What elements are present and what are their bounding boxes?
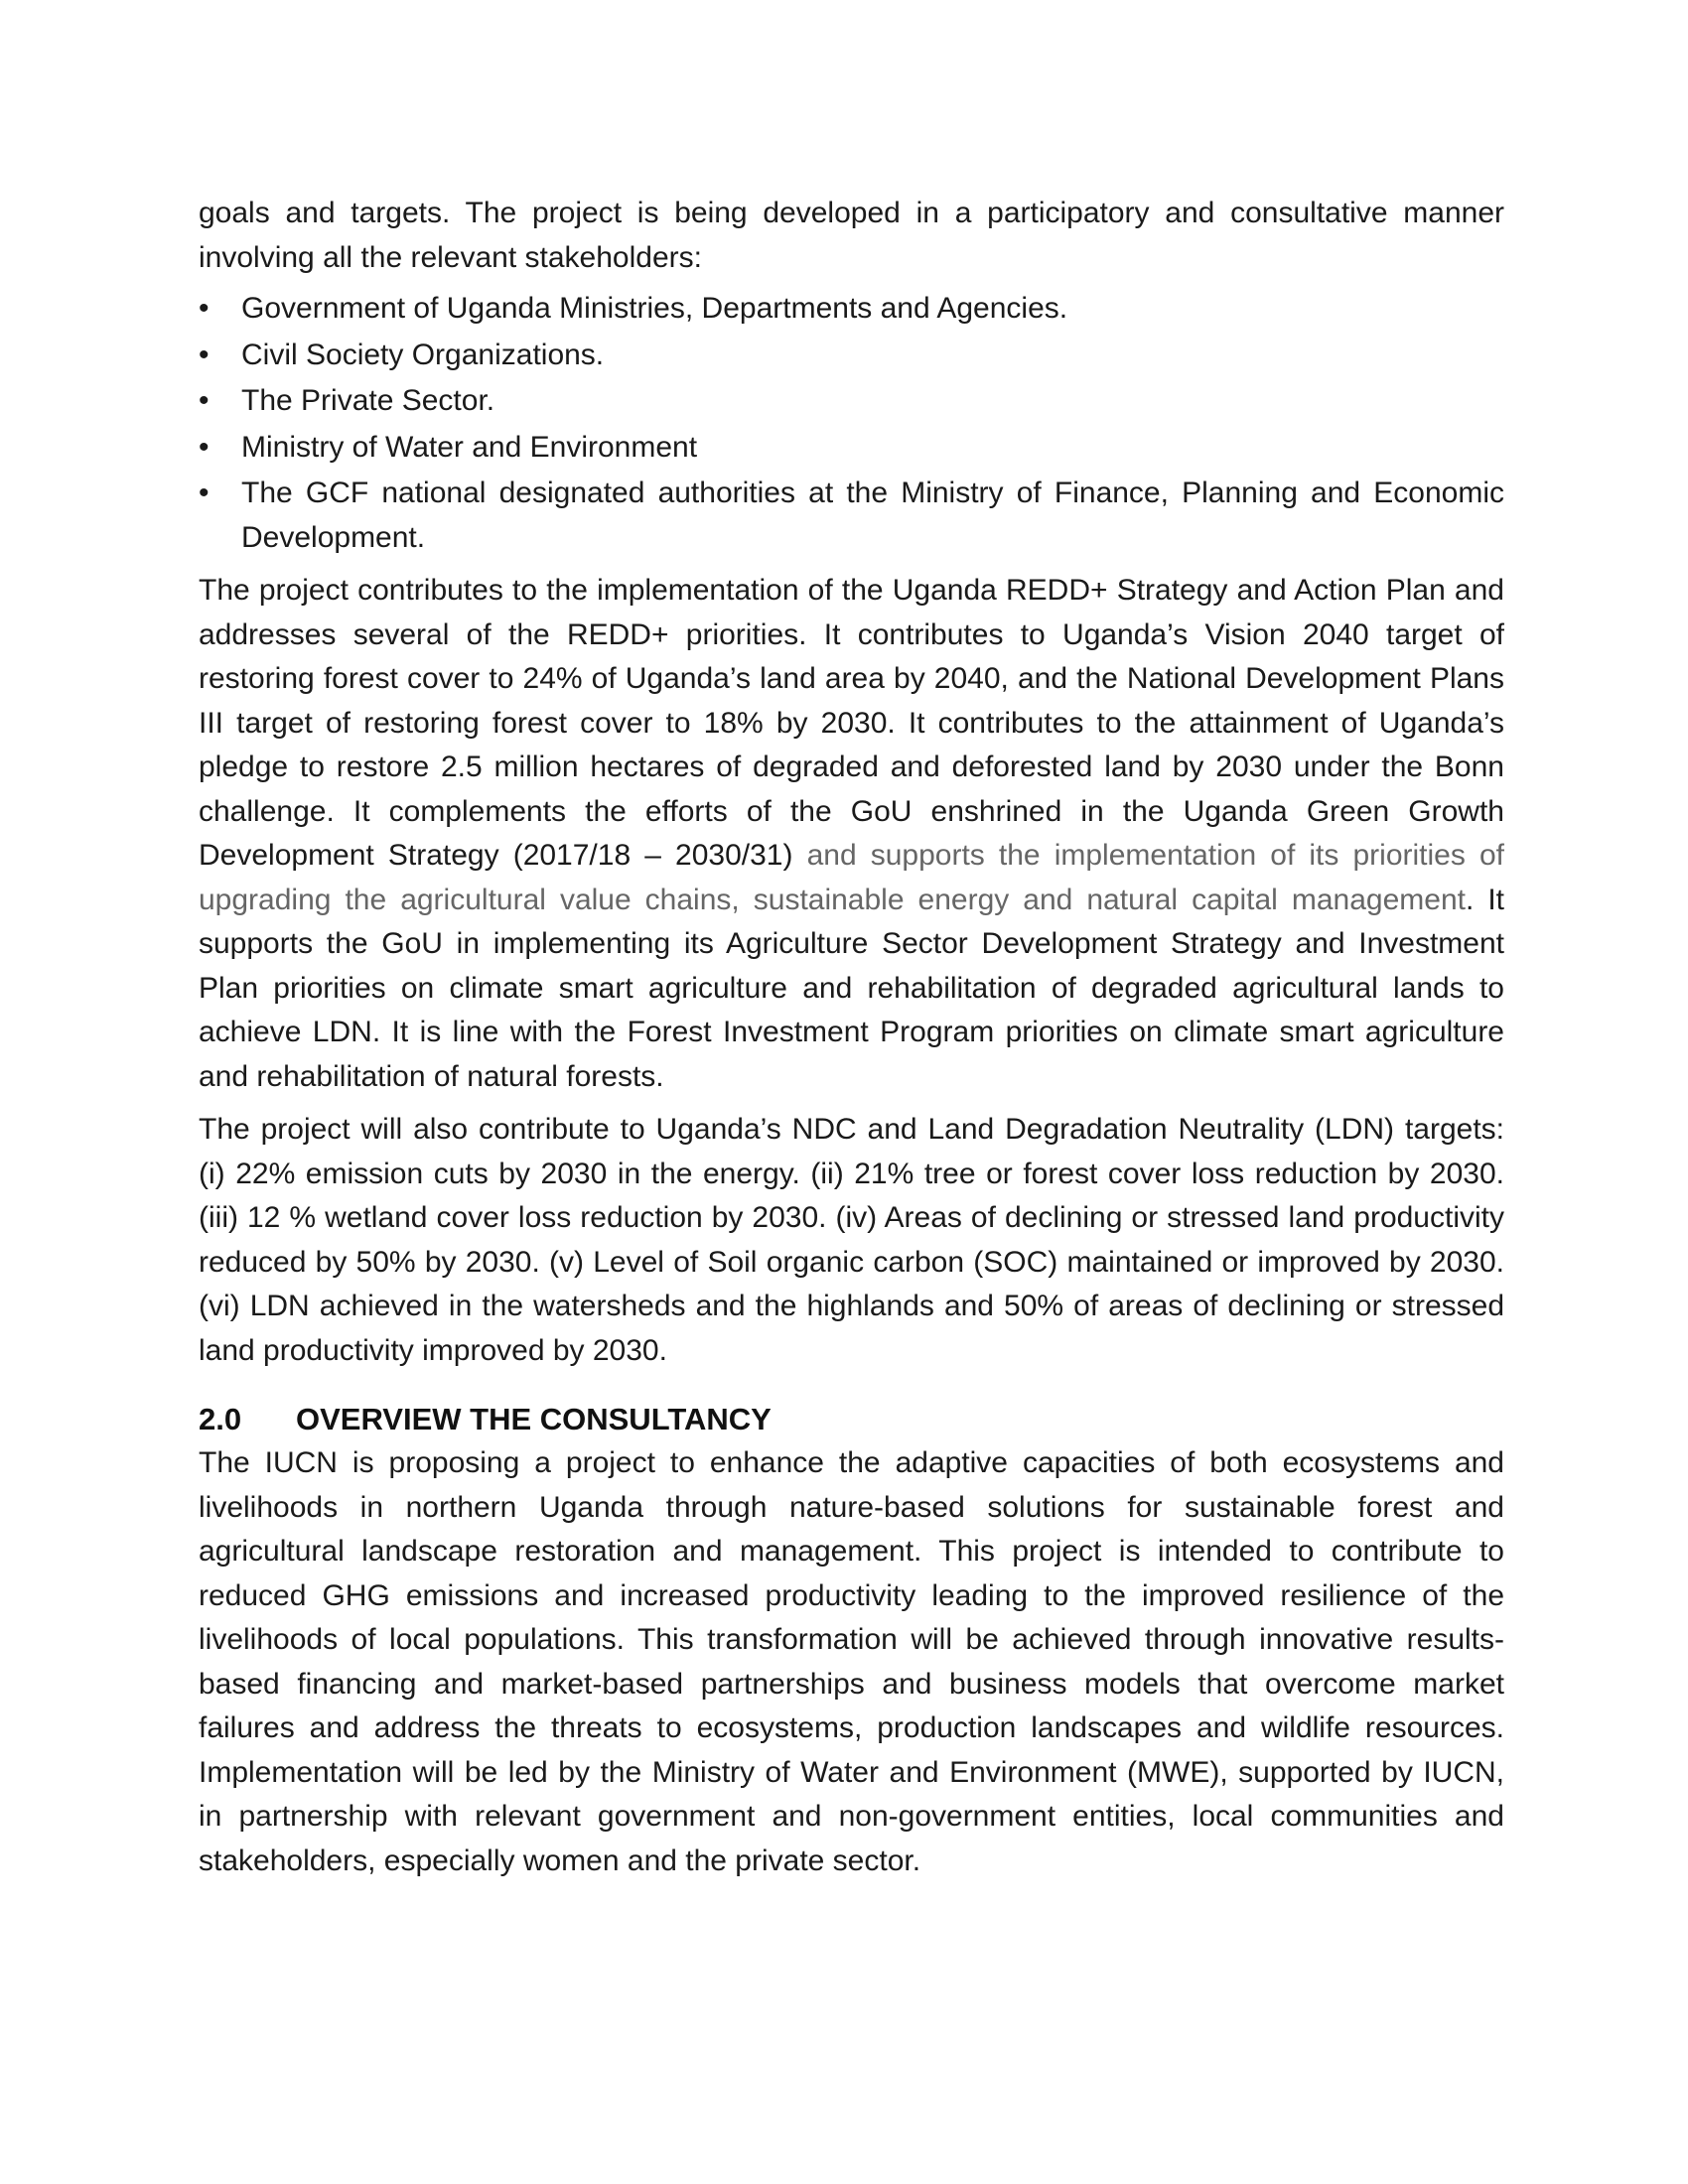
section-title: OVERVIEW THE CONSULTANCY [296,1402,772,1436]
section-heading [199,1398,1504,1441]
list-item-text: Government of Uganda Ministries, Departments and Agencies. [241,292,1068,325]
list-item-text: Ministry of Water and Environment [241,430,698,464]
list-item-text: Civil Society Organizations. [241,338,605,371]
redd-text-grey: and supports the implementation of its priorities of upgrading the agricultural value chains, sustainable energy and natural capital management [199,839,1504,916]
redd-text-part2: . It supports the GoU in implementing its Agriculture Sector Development Strategy and Investment Plan priorities on climate smart agriculture and rehabilitation of degraded agricultural lands to achieve LDN. It is line with the Forest Investment Program priorities on climate smart agriculture and rehabilitation of natural forests. [199,883,1504,1093]
stakeholder-list [199,287,1504,560]
bullet-icon: • [199,477,210,509]
bullet-icon: • [199,384,210,417]
intro-paragraph: goals and targets. The project is being developed in a participatory and consultative manner involving all the relevant stakeholders: [199,197,1504,274]
list-item [199,426,1504,471]
list-item-text: The GCF national designated authorities at the Ministry of Finance, Planning and Economic Development. [241,477,1504,554]
redd-paragraph [199,569,1504,1099]
list-item [199,472,1504,560]
section-number: 2.0 [199,1402,242,1436]
bullet-icon: • [199,292,210,325]
list-item [199,379,1504,424]
bullet-icon: • [199,430,210,464]
bullet-icon: • [199,338,210,371]
list-item [199,287,1504,332]
ndc-paragraph: The project will also contribute to Uganda’s NDC and Land Degradation Neutrality (LDN) targets: (i) 22% emission cuts by 2030 in the energy. (ii) 21% tree or forest cover loss reduction by 2030. (iii) 12 % wetland cover loss reduction by 2030. (iv) Areas of declining or stressed land productivity reduced by 50% by 2030. (v) Level of Soil organic carbon (SOC) maintained or improved by 2030. (vi) LDN achieved in the watersheds and the highlands and 50% of areas of declining or stressed land productivity improved by 2030. [199,1113,1504,1367]
document-page [199,192,1504,1883]
list-item-text: The Private Sector. [241,384,495,417]
overview-paragraph: The IUCN is proposing a project to enhance the adaptive capacities of both ecosystems and livelihoods in northern Uganda through nature-based solutions for sustainable forest and agricultural landscape restoration and management. This project is intended to contribute to reduced GHG emissions and increased productivity leading to the improved resilience of the livelihoods of local populations. This transformation will be achieved through innovative results-based financing and market-based partnerships and business models that overcome market failures and address the threats to ecosystems, production landscapes and wildlife resources. Implementation will be led by the Ministry of Water and Environment (MWE), supported by IUCN, in partnership with relevant government and non-government entities, local communities and stakeholders, especially women and the private sector. [199,1446,1504,1877]
list-item [199,334,1504,378]
redd-text-part1: The project contributes to the implementation of the Uganda REDD+ Strategy and Action Plan and addresses several of the REDD+ priorities. It contributes to Uganda’s Vision 2040 target of restoring forest cover to 24% of Uganda’s land area by 2040, and the National Development Plans III target of restoring forest cover to 18% by 2030. It contributes to the attainment of Uganda’s pledge to restore 2.5 million hectares of degraded and deforested land by 2030 under the Bonn challenge. It complements the efforts of the GoU enshrined in the Uganda Green Growth Development Strategy (2017/18 – 2030/31) [199,574,1504,872]
